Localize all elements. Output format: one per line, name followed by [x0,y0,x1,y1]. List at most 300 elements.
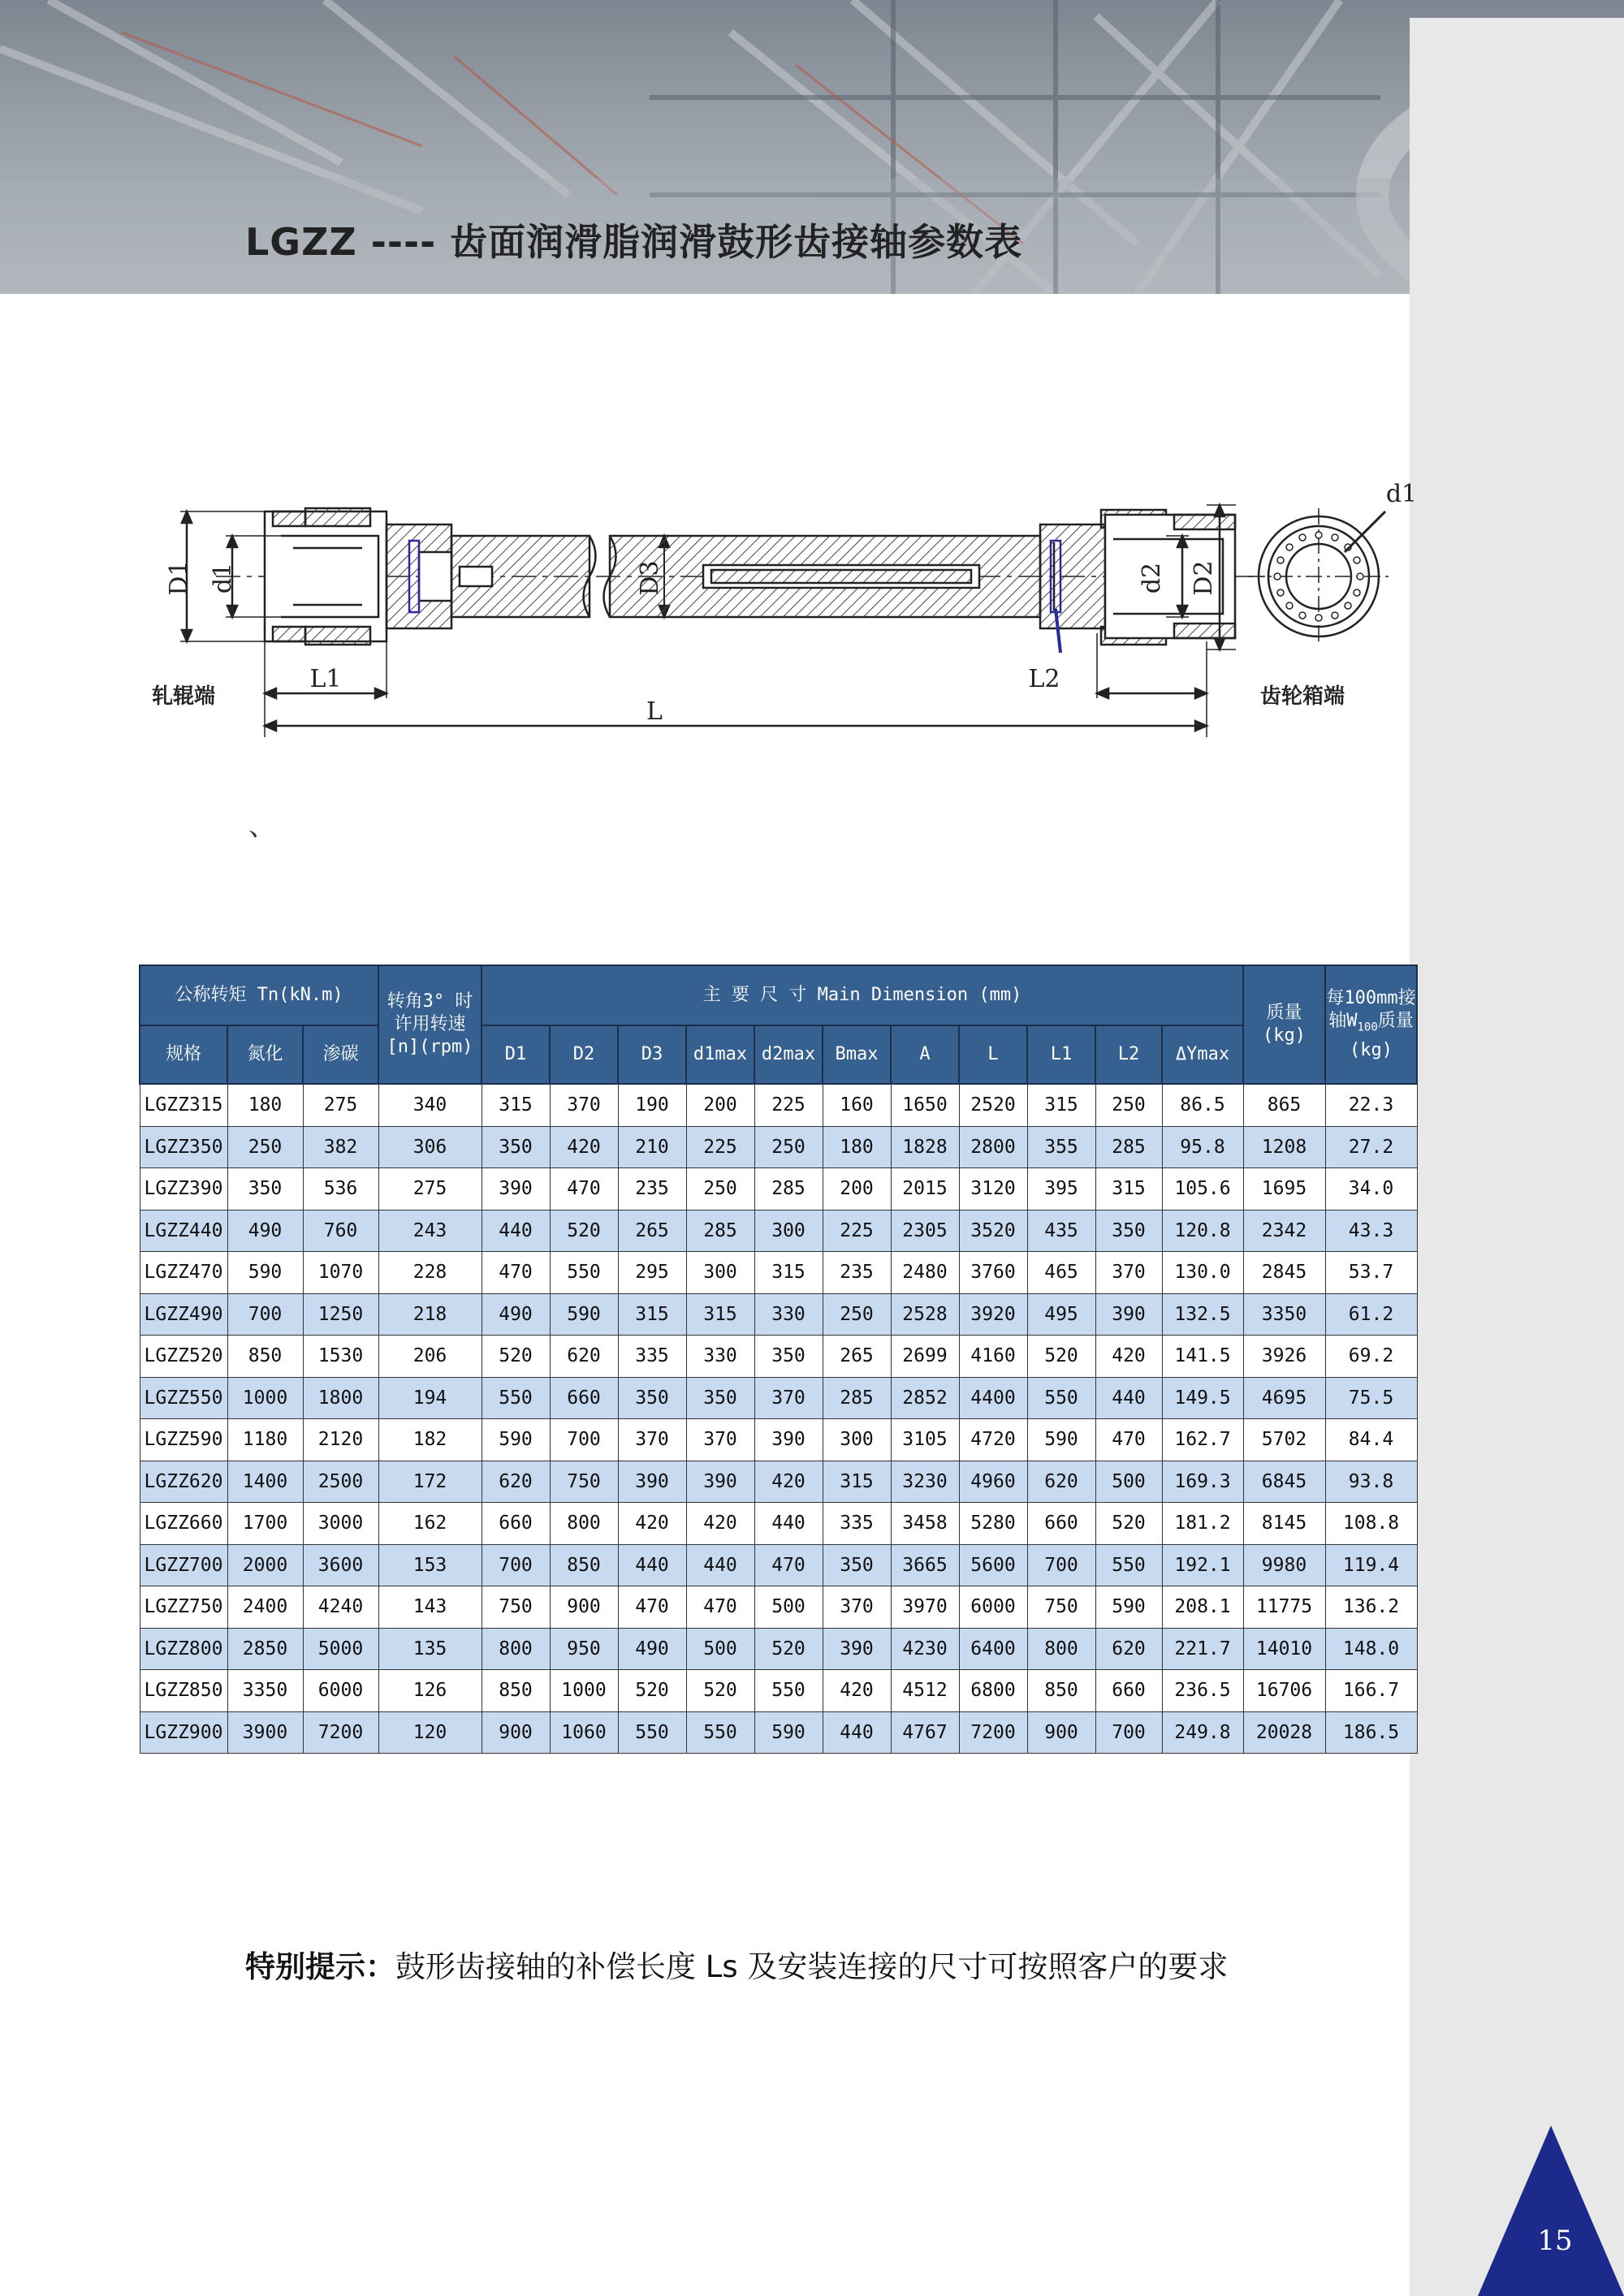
table-cell: 550 [1027,1377,1095,1419]
table-cell: 3665 [891,1544,959,1586]
table-cell: 200 [686,1084,754,1126]
table-cell: 3926 [1243,1336,1325,1378]
table-row [140,1126,1417,1168]
table-cell: 470 [1095,1419,1162,1461]
table-cell: 590 [550,1293,618,1336]
table-cell: 550 [1095,1544,1162,1586]
table-cell: 550 [618,1711,686,1754]
table-cell: 210 [618,1126,686,1168]
table-cell: 435 [1027,1210,1095,1252]
table-cell: 370 [823,1586,891,1629]
table-cell: 4230 [891,1628,959,1670]
table-cell: 850 [227,1336,303,1378]
table-cell: 2500 [303,1461,378,1503]
table-cell: 800 [550,1503,618,1545]
table-cell: 590 [227,1252,303,1294]
table-cell: 108.8 [1325,1503,1417,1545]
table-cell: LGZZ440 [140,1210,227,1252]
table-cell: 420 [823,1670,891,1712]
table-cell: 3458 [891,1503,959,1545]
table-cell: 1828 [891,1126,959,1168]
table-cell: 22.3 [1325,1084,1417,1126]
table-cell: 1700 [227,1503,303,1545]
table-cell: 660 [550,1377,618,1419]
table-cell: 1695 [1243,1168,1325,1211]
table-cell: 206 [378,1336,482,1378]
table-cell: 390 [823,1628,891,1670]
table-cell: 192.1 [1162,1544,1243,1586]
table-cell: 1250 [303,1293,378,1336]
table-cell: 250 [1095,1084,1162,1126]
table-cell: 148.0 [1325,1628,1417,1670]
table-cell: 2800 [959,1126,1027,1168]
table-cell: 3900 [227,1711,303,1754]
table-cell: 900 [1027,1711,1095,1754]
table-cell: 420 [550,1126,618,1168]
table-cell: LGZZ520 [140,1336,227,1378]
table-cell: 2015 [891,1168,959,1211]
table-cell: 162.7 [1162,1419,1243,1461]
table-cell: 4160 [959,1336,1027,1378]
label-roll-end: 轧辊端 [151,684,216,709]
table-cell: 3120 [959,1168,1027,1211]
table-cell: 750 [550,1461,618,1503]
table-cell: 335 [618,1336,686,1378]
table-cell: 16706 [1243,1670,1325,1712]
table-cell: 495 [1027,1293,1095,1336]
table-cell: 9980 [1243,1544,1325,1586]
column-header: d2max [754,1025,823,1084]
table-cell: 590 [754,1711,823,1754]
table-cell: LGZZ750 [140,1586,227,1629]
table-cell: 162 [378,1503,482,1545]
table-cell: 236.5 [1162,1670,1243,1712]
table-cell: 149.5 [1162,1377,1243,1419]
table-cell: 1208 [1243,1126,1325,1168]
header-mass: 质量 (kg) [1243,965,1325,1084]
table-cell: 275 [378,1168,482,1211]
table-cell: 355 [1027,1126,1095,1168]
table-cell: 420 [618,1503,686,1545]
coupling-shaft-drawing [151,479,1418,747]
table-cell: 228 [378,1252,482,1294]
table-cell: 440 [754,1503,823,1545]
table-cell: 5280 [959,1503,1027,1545]
table-cell: LGZZ660 [140,1503,227,1545]
table-cell: 350 [227,1168,303,1211]
table-cell: 11775 [1243,1586,1325,1629]
table-cell: 330 [754,1293,823,1336]
page-number: 15 [1537,2225,1573,2257]
table-cell: 120 [378,1711,482,1754]
column-header: D2 [550,1025,618,1084]
table-cell: 84.4 [1325,1419,1417,1461]
table-cell: 105.6 [1162,1168,1243,1211]
table-cell: 390 [754,1419,823,1461]
table-cell: 43.3 [1325,1210,1417,1252]
column-header: 规格 [140,1025,227,1084]
table-cell: 3105 [891,1419,959,1461]
table-row [140,1377,1417,1419]
table-cell: LGZZ900 [140,1711,227,1754]
table-cell: 249.8 [1162,1711,1243,1754]
table-cell: 550 [686,1711,754,1754]
table-cell: 141.5 [1162,1336,1243,1378]
table-cell: 3520 [959,1210,1027,1252]
note-lead: 特别提示： [245,1949,395,1984]
page-title: LGZZ ---- 齿面润滑脂润滑鼓形齿接轴参数表 [245,220,1023,264]
table-cell: 4240 [303,1586,378,1629]
page-corner-triangle-icon [1478,2126,1624,2296]
table-cell: 800 [1027,1628,1095,1670]
table-cell: 950 [550,1628,618,1670]
table-cell: 750 [1027,1586,1095,1629]
table-cell: 350 [754,1336,823,1378]
table-cell: 61.2 [1325,1293,1417,1336]
table-cell: 350 [823,1544,891,1586]
table-cell: LGZZ700 [140,1544,227,1586]
table-cell: 2400 [227,1586,303,1629]
table-cell: LGZZ590 [140,1419,227,1461]
table-cell: 225 [754,1084,823,1126]
table-row [140,1084,1417,1126]
table-cell: 370 [618,1419,686,1461]
table-cell: 34.0 [1325,1168,1417,1211]
table-cell: 243 [378,1210,482,1252]
table-cell: 520 [686,1670,754,1712]
table-cell: 315 [754,1252,823,1294]
table-cell: 465 [1027,1252,1095,1294]
table-cell: 20028 [1243,1711,1325,1754]
table-cell: 900 [550,1586,618,1629]
table-cell: 1400 [227,1461,303,1503]
table-cell: 850 [482,1670,550,1712]
table-row [140,1544,1417,1586]
table-cell: 1000 [227,1377,303,1419]
table-cell: 181.2 [1162,1503,1243,1545]
table-row [140,1210,1417,1252]
table-cell: 3970 [891,1586,959,1629]
table-cell: 3920 [959,1293,1027,1336]
table-cell: 520 [1027,1336,1095,1378]
table-cell: LGZZ390 [140,1168,227,1211]
table-row [140,1293,1417,1336]
table-cell: 2845 [1243,1252,1325,1294]
table-cell: 169.3 [1162,1461,1243,1503]
table-cell: LGZZ470 [140,1252,227,1294]
table-cell: 2480 [891,1252,959,1294]
table-row [140,1419,1417,1461]
table-cell: 300 [754,1210,823,1252]
table-cell: LGZZ550 [140,1377,227,1419]
table-cell: 3350 [1243,1293,1325,1336]
table-cell: 1800 [303,1377,378,1419]
table-cell: 590 [1027,1419,1095,1461]
table-cell: 470 [618,1586,686,1629]
table-cell: 500 [1095,1461,1162,1503]
table-cell: 4720 [959,1419,1027,1461]
column-header: D3 [618,1025,686,1084]
table-cell: 130.0 [1162,1252,1243,1294]
table-cell: 520 [1095,1503,1162,1545]
table-cell: 520 [618,1670,686,1712]
right-sidebar-band [1410,18,1624,2296]
label-D1: D1 [165,560,193,596]
table-cell: 306 [378,1126,482,1168]
table-cell: 500 [686,1628,754,1670]
table-cell: 4960 [959,1461,1027,1503]
table-cell: 750 [482,1586,550,1629]
table-cell: 440 [482,1210,550,1252]
table-cell: 850 [550,1544,618,1586]
table-cell: 536 [303,1168,378,1211]
table-cell: 265 [618,1210,686,1252]
table-row [140,1586,1417,1629]
special-note [245,1942,1228,1986]
table-cell: 550 [754,1670,823,1712]
table-cell: 132.5 [1162,1293,1243,1336]
table-cell: 3600 [303,1544,378,1586]
table-cell: 350 [482,1126,550,1168]
table-cell: 350 [618,1377,686,1419]
table-cell: 440 [823,1711,891,1754]
table-row [140,1628,1417,1670]
table-cell: 315 [1095,1168,1162,1211]
table-cell: 370 [550,1084,618,1126]
table-cell: 620 [550,1336,618,1378]
table-row [140,1670,1417,1712]
table-cell: 350 [1095,1210,1162,1252]
table-cell: 285 [686,1210,754,1252]
table-cell: 69.2 [1325,1336,1417,1378]
table-cell: 6000 [303,1670,378,1712]
table-cell: 4512 [891,1670,959,1712]
table-cell: 330 [686,1336,754,1378]
table-cell: 395 [1027,1168,1095,1211]
table-cell: 2852 [891,1377,959,1419]
table-cell: 136.2 [1325,1586,1417,1629]
table-cell: 660 [1095,1670,1162,1712]
column-header: d1max [686,1025,754,1084]
table-cell: 370 [1095,1252,1162,1294]
table-cell: 95.8 [1162,1126,1243,1168]
table-cell: 250 [823,1293,891,1336]
table-cell: 1060 [550,1711,618,1754]
table-cell: 550 [482,1377,550,1419]
table-cell: 75.5 [1325,1377,1417,1419]
label-gearbox-end: 齿轮箱端 [1259,684,1345,709]
table-cell: 86.5 [1162,1084,1243,1126]
table-cell: 390 [1095,1293,1162,1336]
table-cell: 700 [1027,1544,1095,1586]
column-header: A [891,1025,959,1084]
table-cell: 153 [378,1544,482,1586]
table-cell: LGZZ315 [140,1084,227,1126]
label-d1-end-view: d1 [1385,480,1418,508]
column-header: L1 [1027,1025,1095,1084]
header-banner [0,0,1624,294]
table-cell: 4400 [959,1377,1027,1419]
table-cell: 275 [303,1084,378,1126]
table-cell: 3760 [959,1252,1027,1294]
column-header: 渗碳 [303,1025,378,1084]
table-cell: 235 [823,1252,891,1294]
table-cell: 119.4 [1325,1544,1417,1586]
table-cell: 172 [378,1461,482,1503]
table-cell: 315 [482,1084,550,1126]
table-cell: 470 [686,1586,754,1629]
table-cell: LGZZ350 [140,1126,227,1168]
table-cell: 6000 [959,1586,1027,1629]
table-cell: 180 [823,1126,891,1168]
table-cell: 335 [823,1503,891,1545]
table-row [140,1461,1417,1503]
table-cell: 225 [823,1210,891,1252]
table-cell: 5000 [303,1628,378,1670]
table-cell: 2528 [891,1293,959,1336]
table-cell: 200 [823,1168,891,1211]
table-cell: 7200 [303,1711,378,1754]
table-cell: 2520 [959,1084,1027,1126]
table-cell: 6800 [959,1670,1027,1712]
table-cell: 590 [1095,1586,1162,1629]
table-cell: 370 [686,1419,754,1461]
header-mass-per-100mm: 每100mm接 轴$W_{100}$质量 (kg) [1325,965,1417,1084]
table-cell: 315 [686,1293,754,1336]
table-cell: 490 [618,1628,686,1670]
table-row [140,1168,1417,1211]
table-cell: 3000 [303,1503,378,1545]
table-cell: 440 [618,1544,686,1586]
table-cell: 53.7 [1325,1252,1417,1294]
table-cell: 700 [1095,1711,1162,1754]
table-cell: 2699 [891,1336,959,1378]
table-cell: 900 [482,1711,550,1754]
table-cell: 315 [823,1461,891,1503]
label-d2: d2 [1138,562,1166,594]
table-cell: 93.8 [1325,1461,1417,1503]
table-cell: 315 [1027,1084,1095,1126]
table-cell: 295 [618,1252,686,1294]
label-d1: d1 [209,562,237,594]
column-header: L2 [1095,1025,1162,1084]
table-cell: 208.1 [1162,1586,1243,1629]
table-cell: 194 [378,1377,482,1419]
table-cell: 14010 [1243,1628,1325,1670]
table-cell: 700 [482,1544,550,1586]
table-cell: 440 [686,1544,754,1586]
table-cell: 865 [1243,1084,1325,1126]
table-cell: 1000 [550,1670,618,1712]
table-cell: 370 [754,1377,823,1419]
table-cell: 390 [686,1461,754,1503]
table-cell: 2120 [303,1419,378,1461]
table-cell: LGZZ620 [140,1461,227,1503]
tick-mark: 、 [248,810,276,843]
table-cell: 5702 [1243,1419,1325,1461]
table-cell: 160 [823,1084,891,1126]
table-cell: 2342 [1243,1210,1325,1252]
table-cell: 250 [227,1126,303,1168]
column-header: D1 [482,1025,550,1084]
table-cell: 620 [1027,1461,1095,1503]
table-cell: 520 [754,1628,823,1670]
table-cell: LGZZ800 [140,1628,227,1670]
table-cell: LGZZ490 [140,1293,227,1336]
table-cell: 218 [378,1293,482,1336]
table-cell: 6400 [959,1628,1027,1670]
table-cell: 490 [227,1210,303,1252]
label-L: L [646,697,663,726]
table-cell: 300 [823,1419,891,1461]
table-cell: 2305 [891,1210,959,1252]
label-L2: L2 [1028,665,1060,693]
table-cell: 126 [378,1670,482,1712]
table-cell: 300 [686,1252,754,1294]
table-cell: 2000 [227,1544,303,1586]
note-text: 鼓形齿接轴的补偿长度 Ls 及安装连接的尺寸可按照客户的要求 [395,1949,1229,1984]
table-cell: 760 [303,1210,378,1252]
table-cell: 7200 [959,1711,1027,1754]
table-cell: 315 [618,1293,686,1336]
table-cell: 660 [1027,1503,1095,1545]
column-header: ΔYmax [1162,1025,1243,1084]
table-cell: 490 [482,1293,550,1336]
table-cell: 800 [482,1628,550,1670]
table-cell: 2850 [227,1628,303,1670]
table-cell: 135 [378,1628,482,1670]
table-cell: 390 [482,1168,550,1211]
table-cell: 4695 [1243,1377,1325,1419]
table-cell: 420 [686,1503,754,1545]
table-cell: 1530 [303,1336,378,1378]
table-cell: 520 [550,1210,618,1252]
table-cell: 285 [823,1377,891,1419]
table-cell: 225 [686,1126,754,1168]
table-cell: 166.7 [1325,1670,1417,1712]
table-cell: 235 [618,1168,686,1211]
table-cell: 250 [754,1126,823,1168]
table-cell: 420 [754,1461,823,1503]
table-cell: LGZZ850 [140,1670,227,1712]
table-cell: 250 [686,1168,754,1211]
parameter-table [139,965,1418,1754]
table-cell: 3230 [891,1461,959,1503]
table-cell: 265 [823,1336,891,1378]
table-cell: 285 [754,1168,823,1211]
table-cell: 420 [1095,1336,1162,1378]
table-cell: 5600 [959,1544,1027,1586]
header-main-dimension: 主 要 尺 寸 Main Dimension (mm) [482,965,1243,1025]
table-row [140,1252,1417,1294]
table-cell: 700 [227,1293,303,1336]
table-cell: 850 [1027,1670,1095,1712]
table-cell: 285 [1095,1126,1162,1168]
table-cell: 221.7 [1162,1628,1243,1670]
table-cell: 1070 [303,1252,378,1294]
table-cell: 186.5 [1325,1711,1417,1754]
column-header: 氮化 [227,1025,303,1084]
table-cell: 620 [482,1461,550,1503]
label-L1: L1 [309,665,342,693]
table-cell: 550 [550,1252,618,1294]
table-cell: 120.8 [1162,1210,1243,1252]
table-cell: 190 [618,1084,686,1126]
table-cell: 3350 [227,1670,303,1712]
table-cell: 8145 [1243,1503,1325,1545]
table-cell: 1180 [227,1419,303,1461]
table-cell: 27.2 [1325,1126,1417,1168]
